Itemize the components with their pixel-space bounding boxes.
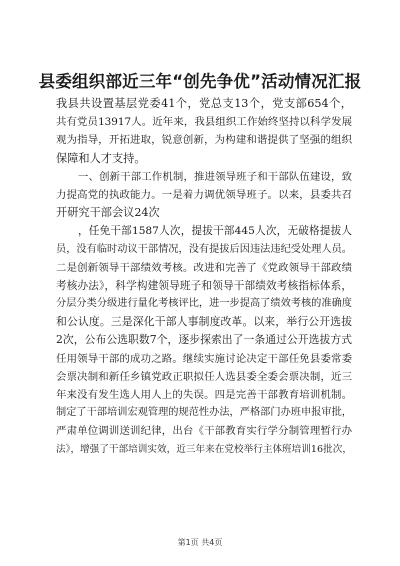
body-line: 观为指导，开拓进取，锐意创新，为构建和谐提供了坚强的组织 bbox=[56, 134, 352, 147]
body-line: 保障和人才支持。 bbox=[56, 151, 146, 165]
body-line: 力提高党的执政能力。一是着力调优领导班子。以来，县委共召 bbox=[56, 188, 352, 201]
page-number-footer: 第1页 共4页 bbox=[177, 538, 223, 547]
body-line: 分层分类分级进行量化考核评比，进一步提高了绩效考核的准确度 bbox=[56, 298, 352, 310]
body-line: 一、创新干部工作机制，推进领导班子和干部队伍建设，致 bbox=[78, 170, 352, 183]
body-line: 制定了干部培训宏观管理的规范性办法，严格部门办班申报审批， bbox=[56, 407, 352, 419]
document-body bbox=[56, 95, 352, 459]
document-title: 县委组织部近三年“创先争优”活动情况汇报 bbox=[38, 72, 362, 91]
body-line: 和公认度。三是深化干部人事制度改革。以来，举行公开选拔 bbox=[56, 315, 352, 329]
body-line: 严肃单位调训送训纪律，出台《干部教育实行学分制管理暂行办 bbox=[56, 425, 352, 438]
body-line: 会票决制和新任乡镇党政正职拟任人选县委全委会票决制，近三 bbox=[56, 370, 352, 383]
body-line: 法》，增强了干部培训实效，近三年来在党校举行主体班培训16批次， bbox=[56, 443, 352, 455]
body-line: 员，没有临时动议干部情况，没有提拔后因违法违纪受处理人员。 bbox=[56, 243, 352, 255]
body-line: 2次，公布公选职数7个，逐步探索出了一条通过公开选拔方式 bbox=[56, 333, 352, 347]
body-line: 年来没有发生选人用人上的失误。四是完善干部教育培训机制。 bbox=[56, 389, 352, 401]
body-line: 开研究干部会议24次 bbox=[56, 206, 160, 220]
body-line: 任用领导干部的成功之路。继续实施讨论决定干部任免县委常委 bbox=[56, 352, 352, 365]
body-line: 我县共设置基层党委41个，党总支13个，党支部654个， bbox=[56, 97, 352, 110]
body-line: 共有党员13917人。近年来，我县组织工作始终坚持以科学发展 bbox=[56, 116, 352, 129]
body-line: 二是创新领导干部绩效考核。改进和完善了《党政领导干部政绩 bbox=[56, 261, 352, 274]
body-line: 考核办法》，科学构建领导班子和领导干部绩效考核指标体系， bbox=[56, 279, 352, 292]
body-line: ，任免干部1587人次，提拔干部445人次，无破格提拔人 bbox=[78, 225, 352, 238]
